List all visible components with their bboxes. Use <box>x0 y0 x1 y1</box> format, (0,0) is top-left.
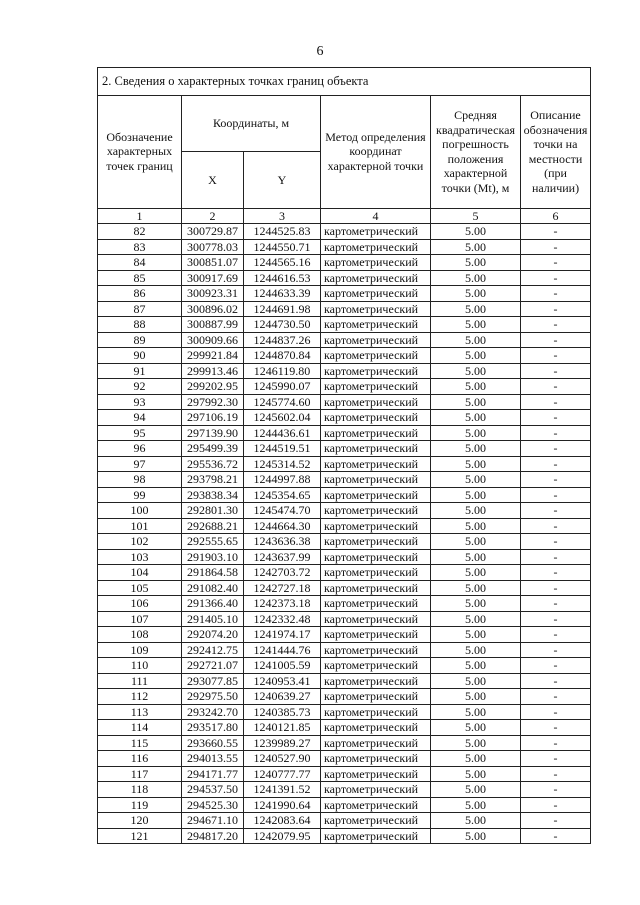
error-cell: 5.00 <box>431 751 521 767</box>
point-id-cell: 102 <box>98 534 182 550</box>
point-id-cell: 83 <box>98 239 182 255</box>
y-cell: 1244550.71 <box>244 239 321 255</box>
y-cell: 1244730.50 <box>244 317 321 333</box>
y-cell: 1241005.59 <box>244 658 321 674</box>
description-cell: - <box>521 286 591 302</box>
column-number: 4 <box>321 208 431 224</box>
error-cell: 5.00 <box>431 735 521 751</box>
x-cell: 291903.10 <box>182 549 244 565</box>
point-id-cell: 100 <box>98 503 182 519</box>
table-row <box>98 751 591 767</box>
error-cell: 5.00 <box>431 224 521 240</box>
method-cell: картометрический <box>321 627 431 643</box>
method-cell: картометрический <box>321 658 431 674</box>
y-cell: 1245990.07 <box>244 379 321 395</box>
description-cell: - <box>521 472 591 488</box>
method-cell: картометрический <box>321 425 431 441</box>
error-cell: 5.00 <box>431 332 521 348</box>
x-cell: 291864.58 <box>182 565 244 581</box>
y-cell: 1246119.80 <box>244 363 321 379</box>
x-cell: 299921.84 <box>182 348 244 364</box>
column-number: 5 <box>431 208 521 224</box>
y-cell: 1245602.04 <box>244 410 321 426</box>
description-cell: - <box>521 394 591 410</box>
description-cell: - <box>521 317 591 333</box>
x-cell: 300923.31 <box>182 286 244 302</box>
method-cell: картометрический <box>321 286 431 302</box>
table-row <box>98 363 591 379</box>
description-cell: - <box>521 658 591 674</box>
point-id-cell: 118 <box>98 782 182 798</box>
method-cell: картометрический <box>321 534 431 550</box>
y-cell: 1244837.26 <box>244 332 321 348</box>
error-cell: 5.00 <box>431 518 521 534</box>
point-id-cell: 120 <box>98 813 182 829</box>
point-id-cell: 90 <box>98 348 182 364</box>
method-cell: картометрический <box>321 673 431 689</box>
table-row <box>98 441 591 457</box>
method-cell: картометрический <box>321 348 431 364</box>
error-cell: 5.00 <box>431 441 521 457</box>
y-cell: 1245774.60 <box>244 394 321 410</box>
point-id-cell: 94 <box>98 410 182 426</box>
x-cell: 297139.90 <box>182 425 244 441</box>
method-cell: картометрический <box>321 224 431 240</box>
x-cell: 299913.46 <box>182 363 244 379</box>
method-cell: картометрический <box>321 596 431 612</box>
y-cell: 1244565.16 <box>244 255 321 271</box>
error-cell: 5.00 <box>431 239 521 255</box>
x-cell: 294817.20 <box>182 828 244 844</box>
point-id-cell: 85 <box>98 270 182 286</box>
header-designation: Обозначение характерных точек границ <box>98 95 182 208</box>
method-cell: картометрический <box>321 813 431 829</box>
point-id-cell: 82 <box>98 224 182 240</box>
error-cell: 5.00 <box>431 689 521 705</box>
y-cell: 1242703.72 <box>244 565 321 581</box>
error-cell: 5.00 <box>431 286 521 302</box>
x-cell: 292412.75 <box>182 642 244 658</box>
x-cell: 294671.10 <box>182 813 244 829</box>
table-row <box>98 673 591 689</box>
x-cell: 293077.85 <box>182 673 244 689</box>
method-cell: картометрический <box>321 317 431 333</box>
description-cell: - <box>521 580 591 596</box>
y-cell: 1242373.18 <box>244 596 321 612</box>
table-row <box>98 270 591 286</box>
description-cell: - <box>521 518 591 534</box>
point-id-cell: 109 <box>98 642 182 658</box>
error-cell: 5.00 <box>431 549 521 565</box>
table-row <box>98 425 591 441</box>
y-cell: 1242727.18 <box>244 580 321 596</box>
method-cell: картометрический <box>321 797 431 813</box>
x-cell: 300909.66 <box>182 332 244 348</box>
point-id-cell: 84 <box>98 255 182 271</box>
x-cell: 291082.40 <box>182 580 244 596</box>
table-row <box>98 782 591 798</box>
boundary-points-table <box>97 67 591 844</box>
x-cell: 300778.03 <box>182 239 244 255</box>
x-cell: 295536.72 <box>182 456 244 472</box>
table-row <box>98 301 591 317</box>
error-cell: 5.00 <box>431 472 521 488</box>
error-cell: 5.00 <box>431 379 521 395</box>
description-cell: - <box>521 611 591 627</box>
table-row <box>98 549 591 565</box>
description-cell: - <box>521 549 591 565</box>
description-cell: - <box>521 642 591 658</box>
table-row <box>98 317 591 333</box>
error-cell: 5.00 <box>431 487 521 503</box>
x-cell: 299202.95 <box>182 379 244 395</box>
y-cell: 1244997.88 <box>244 472 321 488</box>
method-cell: картометрический <box>321 704 431 720</box>
description-cell: - <box>521 487 591 503</box>
x-cell: 300729.87 <box>182 224 244 240</box>
method-cell: картометрический <box>321 487 431 503</box>
table-row <box>98 348 591 364</box>
y-cell: 1240385.73 <box>244 704 321 720</box>
point-id-cell: 105 <box>98 580 182 596</box>
table-row <box>98 627 591 643</box>
point-id-cell: 97 <box>98 456 182 472</box>
table-row <box>98 735 591 751</box>
y-cell: 1242079.95 <box>244 828 321 844</box>
description-cell: - <box>521 255 591 271</box>
point-id-cell: 121 <box>98 828 182 844</box>
x-cell: 292555.65 <box>182 534 244 550</box>
description-cell: - <box>521 503 591 519</box>
description-cell: - <box>521 332 591 348</box>
description-cell: - <box>521 828 591 844</box>
point-id-cell: 104 <box>98 565 182 581</box>
y-cell: 1241444.76 <box>244 642 321 658</box>
description-cell: - <box>521 797 591 813</box>
y-cell: 1240121.85 <box>244 720 321 736</box>
table-row <box>98 487 591 503</box>
point-id-cell: 98 <box>98 472 182 488</box>
method-cell: картометрический <box>321 565 431 581</box>
y-cell: 1244870.84 <box>244 348 321 364</box>
table-row <box>98 518 591 534</box>
table-row <box>98 828 591 844</box>
table-row <box>98 394 591 410</box>
point-id-cell: 86 <box>98 286 182 302</box>
description-cell: - <box>521 782 591 798</box>
x-cell: 291405.10 <box>182 611 244 627</box>
x-cell: 297106.19 <box>182 410 244 426</box>
column-number: 1 <box>98 208 182 224</box>
description-cell: - <box>521 689 591 705</box>
error-cell: 5.00 <box>431 658 521 674</box>
x-cell: 300917.69 <box>182 270 244 286</box>
error-cell: 5.00 <box>431 596 521 612</box>
error-cell: 5.00 <box>431 301 521 317</box>
x-cell: 293517.80 <box>182 720 244 736</box>
x-cell: 300896.02 <box>182 301 244 317</box>
y-cell: 1240953.41 <box>244 673 321 689</box>
y-cell: 1244616.53 <box>244 270 321 286</box>
point-id-cell: 95 <box>98 425 182 441</box>
y-cell: 1242083.64 <box>244 813 321 829</box>
error-cell: 5.00 <box>431 348 521 364</box>
description-cell: - <box>521 239 591 255</box>
method-cell: картометрический <box>321 828 431 844</box>
table-row <box>98 503 591 519</box>
method-cell: картометрический <box>321 549 431 565</box>
table-row <box>98 534 591 550</box>
method-cell: картометрический <box>321 394 431 410</box>
description-cell: - <box>521 270 591 286</box>
x-cell: 292074.20 <box>182 627 244 643</box>
y-cell: 1242332.48 <box>244 611 321 627</box>
description-cell: - <box>521 441 591 457</box>
point-id-cell: 114 <box>98 720 182 736</box>
table-row <box>98 720 591 736</box>
y-cell: 1244436.61 <box>244 425 321 441</box>
header-y: Y <box>244 152 321 209</box>
point-id-cell: 119 <box>98 797 182 813</box>
error-cell: 5.00 <box>431 642 521 658</box>
point-id-cell: 101 <box>98 518 182 534</box>
header-x: X <box>182 152 244 209</box>
table-row <box>98 456 591 472</box>
method-cell: картометрический <box>321 751 431 767</box>
error-cell: 5.00 <box>431 456 521 472</box>
description-cell: - <box>521 735 591 751</box>
method-cell: картометрический <box>321 301 431 317</box>
x-cell: 293660.55 <box>182 735 244 751</box>
point-id-cell: 103 <box>98 549 182 565</box>
table-row <box>98 813 591 829</box>
table-row <box>98 410 591 426</box>
point-id-cell: 91 <box>98 363 182 379</box>
point-id-cell: 89 <box>98 332 182 348</box>
error-cell: 5.00 <box>431 580 521 596</box>
description-cell: - <box>521 379 591 395</box>
y-cell: 1240527.90 <box>244 751 321 767</box>
error-cell: 5.00 <box>431 270 521 286</box>
method-cell: картометрический <box>321 456 431 472</box>
x-cell: 294013.55 <box>182 751 244 767</box>
point-id-cell: 116 <box>98 751 182 767</box>
description-cell: - <box>521 704 591 720</box>
description-cell: - <box>521 565 591 581</box>
column-number: 6 <box>521 208 591 224</box>
table-row <box>98 255 591 271</box>
error-cell: 5.00 <box>431 255 521 271</box>
point-id-cell: 99 <box>98 487 182 503</box>
error-cell: 5.00 <box>431 317 521 333</box>
table-row <box>98 611 591 627</box>
method-cell: картометрический <box>321 410 431 426</box>
header-error: Средняя квадратическая погрешность положения характерной точки (Mt), м <box>431 95 521 208</box>
table-row <box>98 766 591 782</box>
table-row <box>98 224 591 240</box>
column-number: 2 <box>182 208 244 224</box>
method-cell: картометрический <box>321 332 431 348</box>
method-cell: картометрический <box>321 379 431 395</box>
x-cell: 300851.07 <box>182 255 244 271</box>
point-id-cell: 110 <box>98 658 182 674</box>
x-cell: 293838.34 <box>182 487 244 503</box>
description-cell: - <box>521 534 591 550</box>
description-cell: - <box>521 627 591 643</box>
x-cell: 291366.40 <box>182 596 244 612</box>
error-cell: 5.00 <box>431 565 521 581</box>
method-cell: картометрический <box>321 720 431 736</box>
x-cell: 297992.30 <box>182 394 244 410</box>
header-coordinates: Координаты, м <box>182 95 321 152</box>
description-cell: - <box>521 348 591 364</box>
error-cell: 5.00 <box>431 828 521 844</box>
error-cell: 5.00 <box>431 782 521 798</box>
error-cell: 5.00 <box>431 797 521 813</box>
x-cell: 292975.50 <box>182 689 244 705</box>
method-cell: картометрический <box>321 782 431 798</box>
description-cell: - <box>521 720 591 736</box>
table-row <box>98 658 591 674</box>
table-row <box>98 332 591 348</box>
description-cell: - <box>521 456 591 472</box>
method-cell: картометрический <box>321 611 431 627</box>
method-cell: картометрический <box>321 766 431 782</box>
description-cell: - <box>521 766 591 782</box>
x-cell: 295499.39 <box>182 441 244 457</box>
method-cell: картометрический <box>321 472 431 488</box>
description-cell: - <box>521 363 591 379</box>
y-cell: 1241990.64 <box>244 797 321 813</box>
error-cell: 5.00 <box>431 534 521 550</box>
y-cell: 1245314.52 <box>244 456 321 472</box>
x-cell: 292688.21 <box>182 518 244 534</box>
description-cell: - <box>521 425 591 441</box>
error-cell: 5.00 <box>431 720 521 736</box>
section-title: 2. Сведения о характерных точках границ объекта <box>98 68 591 96</box>
table-row <box>98 596 591 612</box>
description-cell: - <box>521 673 591 689</box>
y-cell: 1244525.83 <box>244 224 321 240</box>
error-cell: 5.00 <box>431 410 521 426</box>
error-cell: 5.00 <box>431 363 521 379</box>
column-number: 3 <box>244 208 321 224</box>
method-cell: картометрический <box>321 518 431 534</box>
point-id-cell: 106 <box>98 596 182 612</box>
table-row <box>98 689 591 705</box>
point-id-cell: 108 <box>98 627 182 643</box>
point-id-cell: 107 <box>98 611 182 627</box>
x-cell: 294537.50 <box>182 782 244 798</box>
error-cell: 5.00 <box>431 394 521 410</box>
description-cell: - <box>521 596 591 612</box>
point-id-cell: 117 <box>98 766 182 782</box>
y-cell: 1243637.99 <box>244 549 321 565</box>
x-cell: 300887.99 <box>182 317 244 333</box>
y-cell: 1240777.77 <box>244 766 321 782</box>
table-row <box>98 472 591 488</box>
x-cell: 294525.30 <box>182 797 244 813</box>
header-description: Описание обозначения точки на местности (при наличии) <box>521 95 591 208</box>
point-id-cell: 92 <box>98 379 182 395</box>
method-cell: картометрический <box>321 642 431 658</box>
table-row <box>98 797 591 813</box>
y-cell: 1244664.30 <box>244 518 321 534</box>
table-row <box>98 642 591 658</box>
table-row <box>98 239 591 255</box>
y-cell: 1245474.70 <box>244 503 321 519</box>
point-id-cell: 113 <box>98 704 182 720</box>
method-cell: картометрический <box>321 689 431 705</box>
description-cell: - <box>521 301 591 317</box>
error-cell: 5.00 <box>431 503 521 519</box>
error-cell: 5.00 <box>431 673 521 689</box>
header-method: Метод определения координат характерной точки <box>321 95 431 208</box>
page-number: 6 <box>316 44 324 59</box>
x-cell: 293242.70 <box>182 704 244 720</box>
y-cell: 1243636.38 <box>244 534 321 550</box>
y-cell: 1241391.52 <box>244 782 321 798</box>
x-cell: 292721.07 <box>182 658 244 674</box>
y-cell: 1240639.27 <box>244 689 321 705</box>
point-id-cell: 96 <box>98 441 182 457</box>
table-row <box>98 286 591 302</box>
method-cell: картометрический <box>321 580 431 596</box>
x-cell: 293798.21 <box>182 472 244 488</box>
method-cell: картометрический <box>321 503 431 519</box>
table-row <box>98 565 591 581</box>
method-cell: картометрический <box>321 441 431 457</box>
method-cell: картометрический <box>321 363 431 379</box>
description-cell: - <box>521 410 591 426</box>
point-id-cell: 112 <box>98 689 182 705</box>
point-id-cell: 87 <box>98 301 182 317</box>
error-cell: 5.00 <box>431 611 521 627</box>
method-cell: картометрический <box>321 239 431 255</box>
column-number-row <box>98 208 591 224</box>
y-cell: 1245354.65 <box>244 487 321 503</box>
y-cell: 1244691.98 <box>244 301 321 317</box>
y-cell: 1244633.39 <box>244 286 321 302</box>
table-row <box>98 379 591 395</box>
point-id-cell: 93 <box>98 394 182 410</box>
error-cell: 5.00 <box>431 813 521 829</box>
y-cell: 1239989.27 <box>244 735 321 751</box>
table-row <box>98 580 591 596</box>
x-cell: 294171.77 <box>182 766 244 782</box>
method-cell: картометрический <box>321 255 431 271</box>
error-cell: 5.00 <box>431 766 521 782</box>
point-id-cell: 115 <box>98 735 182 751</box>
description-cell: - <box>521 224 591 240</box>
error-cell: 5.00 <box>431 425 521 441</box>
error-cell: 5.00 <box>431 627 521 643</box>
table-row <box>98 704 591 720</box>
description-cell: - <box>521 813 591 829</box>
x-cell: 292801.30 <box>182 503 244 519</box>
method-cell: картометрический <box>321 735 431 751</box>
y-cell: 1244519.51 <box>244 441 321 457</box>
description-cell: - <box>521 751 591 767</box>
error-cell: 5.00 <box>431 704 521 720</box>
point-id-cell: 88 <box>98 317 182 333</box>
y-cell: 1241974.17 <box>244 627 321 643</box>
point-id-cell: 111 <box>98 673 182 689</box>
method-cell: картометрический <box>321 270 431 286</box>
